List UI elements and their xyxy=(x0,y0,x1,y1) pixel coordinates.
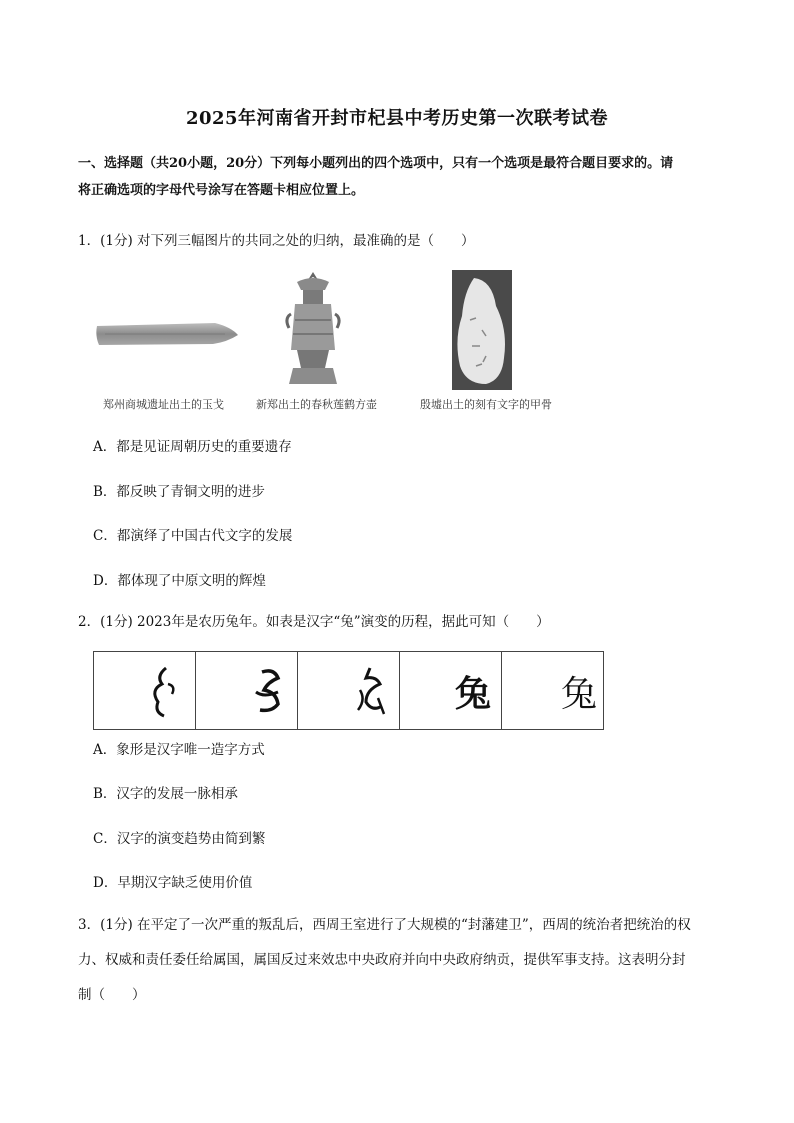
jade-dagger-axe-icon xyxy=(95,318,240,350)
oracle-bone-icon xyxy=(452,270,512,390)
table-cell-clerical-glyph xyxy=(400,652,502,730)
image-caption-pot: 新郑出土的春秋莲鹤方壶 xyxy=(256,398,377,411)
image-caption-oracle: 殷墟出土的刻有文字的甲骨 xyxy=(420,398,552,411)
q1-option-c[interactable]: C．都演绎了中国古代文字的发展 xyxy=(93,528,293,544)
lotus-crane-pot-icon xyxy=(283,270,343,388)
q3-line-2: 力、权威和责任委任给属国，属国反过来效忠中央政府并向中央政府纳贡，提供军事支持。这表明分封 xyxy=(78,952,686,968)
q2-option-a[interactable]: A．象形是汉字唯一造字方式 xyxy=(93,742,265,758)
image-caption-jade: 郑州商城遗址出土的玉戈 xyxy=(103,398,224,411)
seal-rabbit-glyph-icon xyxy=(298,662,399,722)
q2-option-b[interactable]: B．汉字的发展一脉相承 xyxy=(93,786,238,802)
table-cell-seal-glyph xyxy=(298,652,400,730)
section-line-2: 将正确选项的字母代号涂写在答题卡相应位置上。 xyxy=(78,183,365,198)
page-title: 2025年河南省开封市杞县中考历史第一次联考试卷 xyxy=(185,108,609,129)
q3-line-1: 3．(1分) 在平定了一次严重的叛乱后，西周王室进行了大规模的“封藩建卫”，西周的统治者把统治的权 xyxy=(78,917,691,933)
lotus-crane-pot-image xyxy=(283,270,343,392)
regular-rabbit-glyph: 兔 xyxy=(560,674,597,715)
question-1-stem: 1．(1分) 对下列三幅图片的共同之处的归纳，最准确的是（ ） xyxy=(78,233,475,249)
bronze-rabbit-glyph-icon xyxy=(196,662,297,722)
q1-option-a[interactable]: A．都是见证周朝历史的重要遗存 xyxy=(93,439,292,455)
section-line-1: 一、选择题（共20小题，20分）下列每小题列出的四个选项中，只有一个选项是最符合题目要求的。请 xyxy=(78,156,674,171)
rabbit-evolution-table xyxy=(93,651,604,730)
clerical-rabbit-glyph: 兔 xyxy=(454,674,491,715)
q1-option-d[interactable]: D．都体现了中原文明的辉煌 xyxy=(93,573,266,589)
q1-option-b[interactable]: B．都反映了青铜文明的进步 xyxy=(93,484,265,500)
q2-option-c[interactable]: C．汉字的演变趋势由简到繁 xyxy=(93,831,266,847)
oracle-bone-rabbit-glyph-icon xyxy=(94,662,195,722)
oracle-bone-image xyxy=(452,270,512,394)
table-cell-regular-glyph xyxy=(502,652,604,730)
q3-line-3: 制（ ） xyxy=(78,987,146,1003)
question-3-stem xyxy=(78,908,728,1013)
table-cell-oracle-glyph xyxy=(94,652,196,730)
q2-option-d[interactable]: D．早期汉字缺乏使用价值 xyxy=(93,875,253,891)
question-2-stem: 2．(1分) 2023年是农历兔年。如表是汉字“兔”演变的历程，据此可知（ ） xyxy=(78,614,550,630)
jade-dagger-axe-image xyxy=(95,318,240,354)
table-cell-bronze-glyph xyxy=(196,652,298,730)
section-instructions xyxy=(78,150,723,204)
